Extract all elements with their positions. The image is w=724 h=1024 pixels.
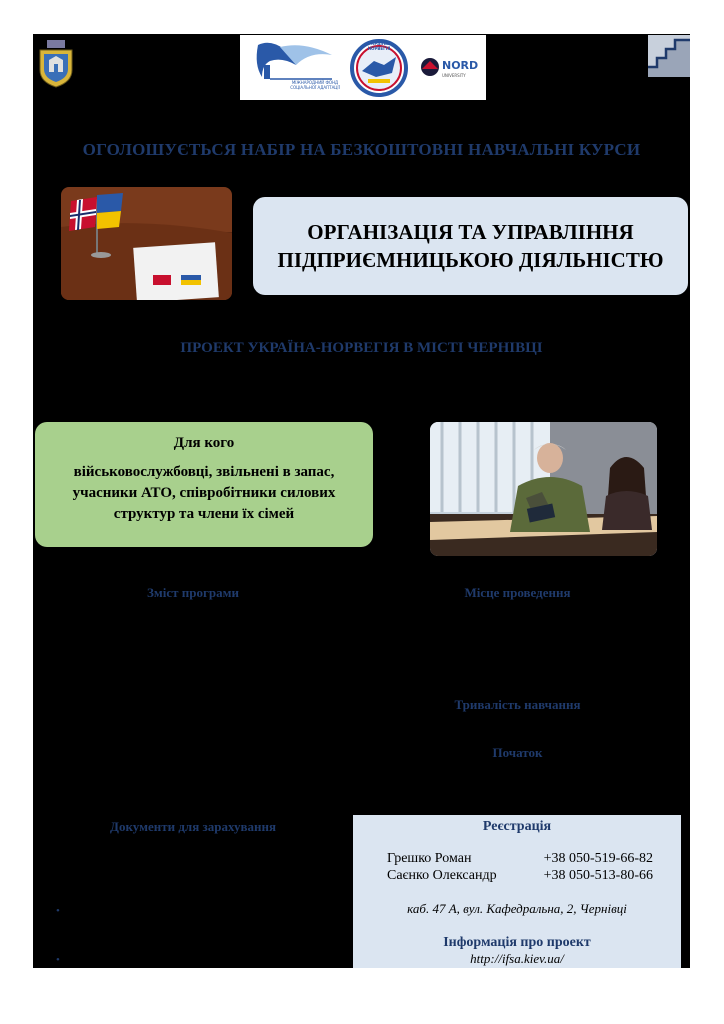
program-content-label: Зміст програми	[147, 585, 239, 600]
announcement-heading: ОГОЛОШУЄТЬСЯ НАБІР НА БЕЗКОШТОВНІ НАВЧАЛЬНІ КУРСИ	[82, 140, 641, 159]
course-title-box	[253, 197, 688, 295]
project-url-link[interactable]: http://ifsa.kiev.ua/	[470, 951, 564, 966]
project-info-heading: Інформація про проект	[443, 935, 591, 950]
registration-heading: Реєстрація	[482, 819, 552, 834]
course-title-line2: ПІДПРИЄМНИЦЬКОЮ ДІЯЛЬНІСТЮ	[277, 248, 664, 272]
target-audience-box	[35, 422, 373, 547]
coat-of-arms-logo	[36, 40, 76, 88]
contact-row	[387, 851, 653, 867]
ifsa-logo	[257, 43, 332, 79]
list-bullet: •	[56, 954, 60, 966]
nord-logo-subtext: UNIVERSITY	[442, 73, 466, 78]
documents-label: Документи для зарахування	[110, 819, 276, 834]
target-audience-text: військовослужбовці, звільнені в запас, учасники АТО, співробітники силових структур та члени їх сімей	[72, 464, 336, 522]
contact-phone: +38 050-519-66-82	[543, 851, 653, 866]
ukraine-norway-logo-text: УКРАЇНА-НОРВЕГІЯ	[367, 41, 391, 51]
registration-address: каб. 47 А, вул. Кафедральна, 2, Чернівці	[407, 901, 627, 916]
contact-phone: +38 050-513-80-66	[543, 868, 653, 883]
contact-name: Грешко Роман	[387, 851, 472, 866]
duration-label: Тривалість навчання	[454, 697, 581, 712]
list-bullet: •	[56, 905, 60, 917]
ifsa-logo-text: МІЖНАРОДНИЙ ФОНД СОЦІАЛЬНОЇ АДАПТАЦІЇ	[290, 80, 340, 90]
registration-box	[353, 815, 681, 968]
target-audience-heading: Для кого	[173, 435, 235, 451]
classroom-photo	[430, 422, 657, 556]
start-label: Початок	[492, 745, 543, 760]
course-title-line1: ОРГАНІЗАЦІЯ ТА УПРАВЛІННЯ	[307, 220, 634, 244]
venue-label: Місце проведення	[464, 585, 571, 600]
nord-university-logo	[421, 58, 439, 76]
contact-name: Саєнко Олександр	[387, 868, 497, 883]
nord-logo-text: NORD	[442, 59, 479, 72]
flags-photo	[61, 187, 232, 300]
partner-logos-strip	[240, 35, 486, 100]
project-heading: ПРОЕКТ УКРАЇНА-НОРВЕГІЯ В МІСТІ ЧЕРНІВЦІ	[180, 340, 543, 356]
contact-row	[387, 868, 653, 884]
stairs-icon	[648, 35, 690, 77]
